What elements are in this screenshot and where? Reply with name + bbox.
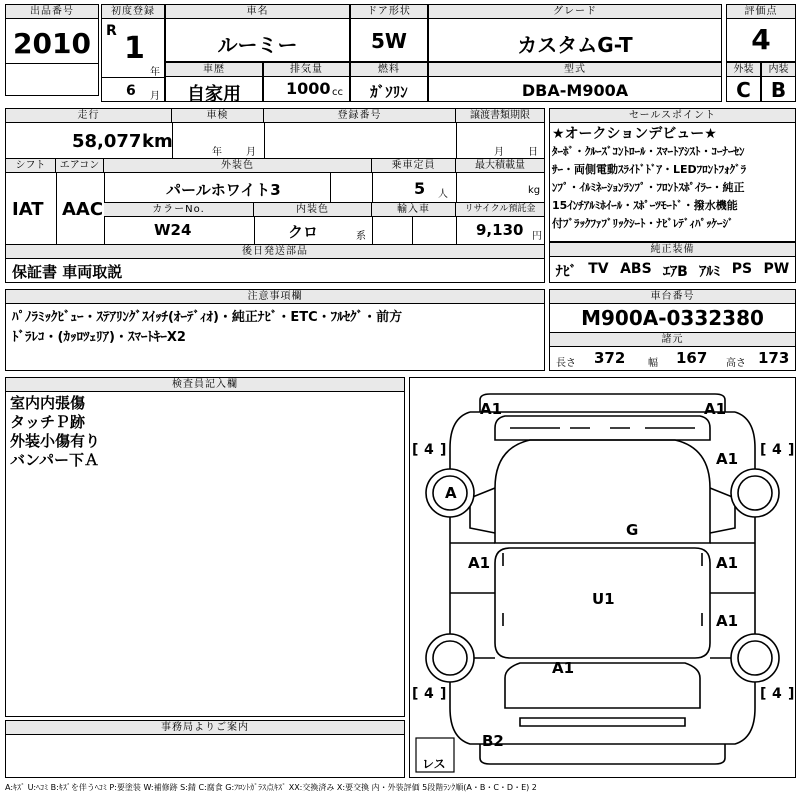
recycle-label: リサイクル預託金 [456, 203, 544, 217]
shift: IAT [12, 199, 44, 220]
mark-front-right: A1 [704, 400, 727, 418]
equipment-cell [549, 242, 796, 283]
max-load-unit: kg [528, 185, 541, 196]
car-name: ルーミー [217, 33, 298, 57]
interior-grade-cell [761, 62, 796, 102]
displacement-unit: cc [332, 87, 343, 98]
mark-rear-hatch: A1 [552, 659, 575, 677]
lot-number: 2010 [13, 27, 91, 60]
inspector-remarks-cell [5, 377, 405, 717]
mileage-unit: km [142, 131, 173, 152]
ext-color-label: 外装色 [104, 159, 372, 173]
chassis-label: 車台番号 [550, 290, 795, 304]
exterior-grade-cell [726, 62, 761, 102]
mileage: 58,077 [72, 131, 142, 152]
width: 167 [676, 349, 708, 367]
inspector-remark: 室内内張傷 [10, 394, 86, 412]
recycle-unit: 円 [532, 231, 542, 242]
first-registration-label: 初度登録 [102, 5, 164, 19]
model-cell [428, 62, 722, 102]
door-type: 5W [371, 29, 407, 53]
notes-label: 注意事項欄 [6, 290, 544, 304]
svg-text:[: [ [760, 442, 767, 458]
width-label: 幅 [648, 358, 658, 369]
mark-right-front-fender: A1 [716, 450, 739, 468]
history-label: 車歴 [166, 63, 262, 77]
selling-point-line: ｻｰ・両側電動ｽﾗｲﾄﾞﾄﾞｱ・LEDﾌﾛﾝﾄﾌｫｸﾞﾗ [552, 163, 747, 176]
import-label: 輸入車 [372, 203, 456, 217]
ac-label: エアコン [56, 159, 104, 173]
inspector-remark: バンパー下Ａ [10, 451, 99, 469]
height-label: 高さ [726, 358, 746, 369]
svg-text:]: ] [788, 442, 795, 458]
svg-text:[: [ [412, 442, 419, 458]
equipment-item: ｴｱB [663, 264, 688, 280]
tire-tread-front-right: 4 [772, 442, 782, 458]
reg-year: 1 [124, 31, 145, 66]
grade-label: グレード [429, 5, 721, 19]
equipment-item: TV [588, 261, 609, 277]
length: 372 [594, 349, 626, 367]
tire-tread-rear-left: 4 [424, 686, 434, 702]
fuel: ｶﾞｿﾘﾝ [370, 83, 408, 101]
recycle-fee: 9,130 [476, 221, 524, 239]
capacity-unit: 人 [438, 189, 448, 200]
displacement-label: 排気量 [264, 63, 349, 77]
mark-right-side: A1 [716, 554, 739, 572]
mileage-label: 走行 [6, 109, 172, 123]
equipment-item: PW [763, 261, 790, 277]
chassis-number: M900A-0332380 [581, 306, 764, 330]
svg-text:]: ] [788, 686, 795, 702]
inspector-remark: タッチＰ跡 [10, 413, 86, 431]
notes-line-2: ﾄﾞﾗﾚｺ・(ｶｯﾛﾂｪﾘｱ)・ｽﾏｰﾄｷｰX2 [12, 330, 186, 345]
color-no: W24 [154, 221, 192, 239]
inspector-remark: 外装小傷有り [10, 432, 101, 450]
car-name-cell [165, 4, 350, 62]
score: 4 [751, 23, 771, 56]
selling-points-cell [549, 108, 796, 242]
exterior-grade-label: 外装 [727, 63, 760, 77]
exterior-grade: C [736, 78, 751, 102]
capacity-label: 乗車定員 [372, 159, 456, 173]
svg-text:]: ] [440, 686, 447, 702]
spare-tire-mark: レス [422, 757, 446, 771]
equipment-item: ｱﾙﾐ [699, 264, 721, 280]
model: DBA-M900A [521, 81, 629, 100]
max-load-label: 最大積載量 [456, 159, 544, 173]
transfer-month-unit: 月 [494, 147, 504, 158]
first-registration-cell [101, 4, 165, 102]
equipment-item: ﾅﾋﾞ [555, 264, 577, 280]
displacement-cell [263, 62, 350, 102]
interior-grade: B [770, 78, 787, 102]
history-cell [165, 62, 263, 105]
dims-label: 諸元 [550, 332, 795, 347]
notes-cell [5, 289, 545, 371]
mark-rear-bumper: B2 [482, 732, 504, 750]
length-label: 長さ [556, 358, 576, 369]
score-label: 評価点 [727, 5, 795, 19]
svg-text:[: [ [760, 686, 767, 702]
selling-point-line: 15ｲﾝﾁｱﾙﾐﾎｲｰﾙ・ｽﾎﾟｰﾂﾓｰﾄﾞ・撥水機能 [552, 199, 738, 212]
ext-color: パールホワイト3 [166, 181, 281, 199]
lot-number-cell [5, 4, 99, 96]
chassis-cell [549, 289, 796, 371]
model-label: 型式 [429, 63, 721, 77]
month-unit: 月 [150, 91, 160, 102]
fuel-cell [350, 62, 428, 102]
tire-tread-front-left: 4 [424, 442, 434, 458]
color-no-label: カラーNo. [104, 203, 254, 217]
height: 173 [758, 349, 790, 367]
selling-point-line: ﾀｰﾎﾞ・ｸﾙｰｽﾞｺﾝﾄﾛｰﾙ・ｽﾏｰﾄｱｼｽﾄ・ｺｰﾅｰｾﾝ [552, 145, 745, 158]
inspector-label: 検査員記入欄 [6, 378, 404, 392]
mark-front-left: A1 [480, 400, 503, 418]
int-color-label: 内装色 [254, 203, 372, 217]
fuel-label: 燃料 [351, 63, 427, 77]
displacement: 1000 [286, 79, 331, 98]
selling-point-line: 付ﾌﾞﾗｯｸﾌｧﾌﾞﾘｯｸｼｰﾄ・ﾅﾋﾞﾚﾃﾞｨﾊﾟｯｹｰｼﾞ [552, 217, 734, 230]
equipment-item: ABS [620, 261, 652, 277]
vehicle-details-table [5, 108, 545, 283]
svg-text:[: [ [412, 686, 419, 702]
inspection-month-unit: 月 [246, 147, 256, 158]
score-cell [726, 4, 796, 62]
damage-diagram [409, 377, 796, 778]
era: R [106, 23, 117, 39]
inspection-label: 車検 [172, 109, 264, 123]
selling-point-line: ★オークションデビュー★ [552, 126, 717, 142]
mark-left-side: A1 [468, 554, 491, 572]
capacity: 5 [414, 179, 426, 198]
lot-number-label: 出品番号 [6, 5, 98, 19]
mark-left-front-wheel: A [445, 484, 457, 502]
office-notice-cell [5, 720, 405, 778]
grade-cell [428, 4, 722, 62]
legend: A:ｷｽﾞ U:ﾍｺﾐ B:ｷｽﾞを伴うﾍｺﾐ P:要塗装 W:補修跡 S:錆 C:腐食 G:ﾌﾛﾝﾄｶﾞﾗｽ点ｷｽﾞ XX:交換済み X:要交換 内・外装評価 5段階ﾗﾝｸ順(A・B・C・D・E) 2 [5, 783, 537, 792]
door-label: ドア形状 [351, 5, 427, 19]
int-color-unit: 系 [356, 231, 366, 242]
mark-windshield: G [626, 521, 639, 539]
interior-grade-label: 内装 [762, 63, 795, 77]
door-cell [350, 4, 428, 62]
office-label: 事務局よりご案内 [6, 721, 404, 735]
int-color: クロ [288, 223, 319, 241]
car-diagram-svg [410, 378, 795, 777]
later-parts-label: 後日発送部品 [6, 245, 544, 259]
svg-text:]: ] [440, 442, 447, 458]
notes-line-1: ﾊﾟﾉﾗﾐｯｸﾋﾞｭｰ・ｽﾃｱﾘﾝｸﾞｽｲｯﾁ(ｵｰﾃﾞｨｵ)・純正ﾅﾋﾞ・ETC・ﾌﾙｾｸﾞ・前方 [12, 310, 403, 325]
transfer-deadline-label: 譲渡書類期限 [456, 109, 544, 123]
car-name-label: 車名 [166, 5, 349, 19]
selling-point-line: ﾝﾌﾟ・ｲﾙﾐﾈｰｼｮﾝﾗﾝﾌﾟ・ﾌﾛﾝﾄｽﾎﾟｲﾗｰ・純正 [552, 181, 745, 194]
tire-tread-rear-right: 4 [772, 686, 782, 702]
equipment-label: 純正装備 [550, 243, 795, 257]
ac: AAC [62, 199, 104, 220]
equipment-item: PS [731, 261, 753, 277]
selling-points-label: セールスポイント [550, 109, 795, 123]
year-unit: 年 [150, 67, 160, 78]
inspection-year-unit: 年 [212, 147, 222, 158]
later-parts: 保証書 車両取説 [12, 263, 123, 281]
transfer-day-unit: 日 [528, 147, 538, 158]
reg-month: 6 [126, 83, 136, 99]
mark-right-rear: A1 [716, 612, 739, 630]
shift-label: シフト [6, 159, 56, 173]
mark-roof: U1 [592, 590, 615, 608]
grade: カスタムG-T [517, 33, 633, 57]
reg-number-label: 登録番号 [264, 109, 456, 123]
history: 自家用 [187, 84, 241, 105]
